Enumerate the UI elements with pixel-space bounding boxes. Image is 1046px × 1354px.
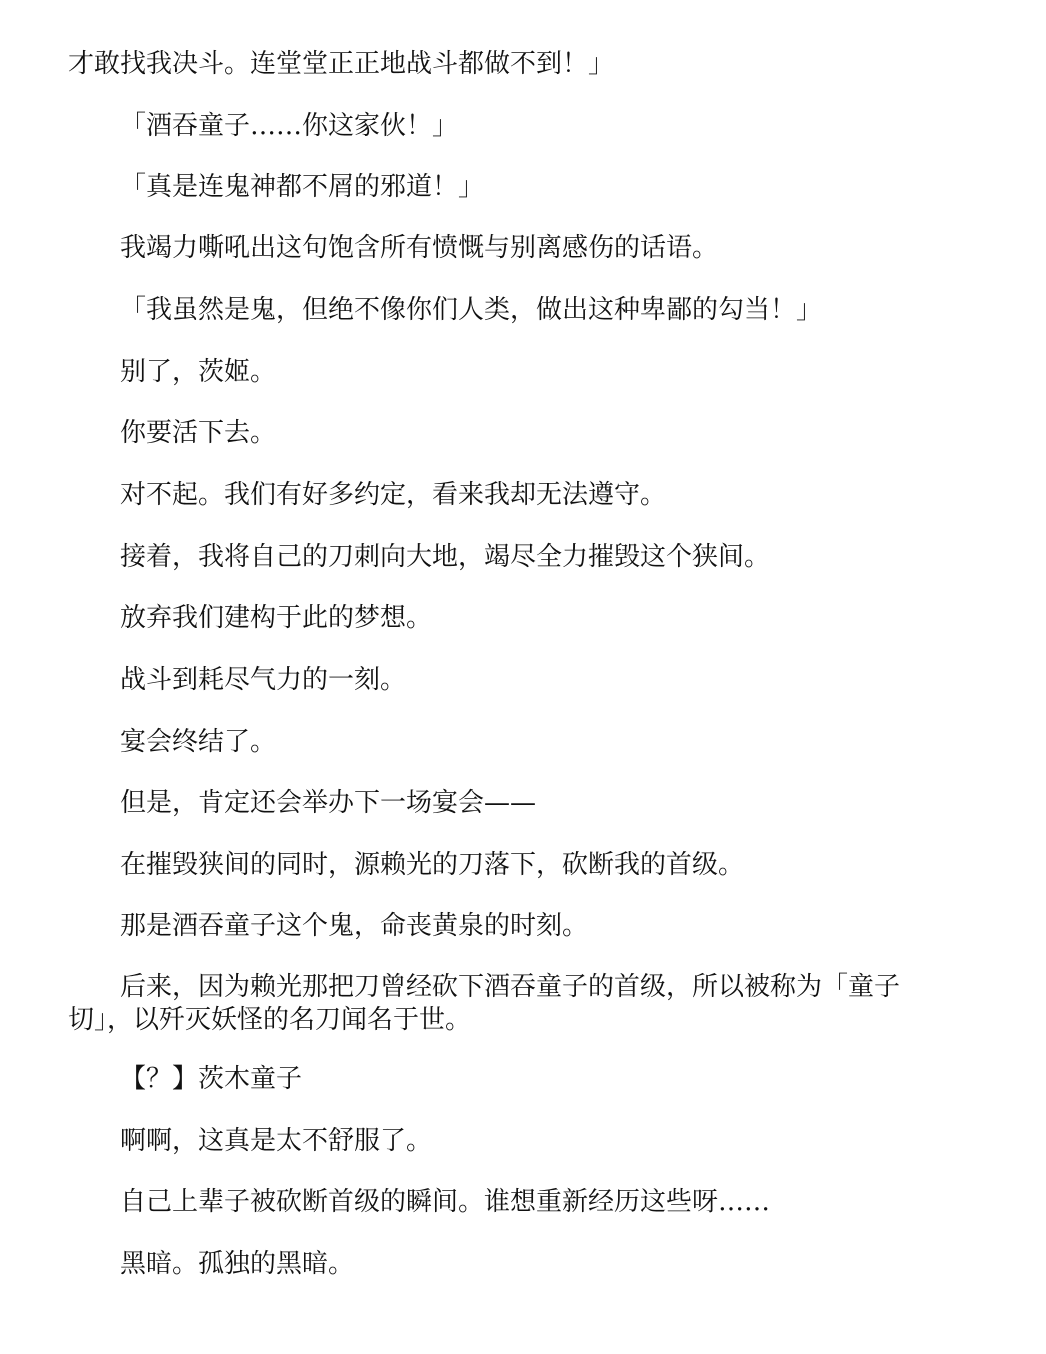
paragraph-3: 「真是连鬼神都不屑的邪道！」 bbox=[120, 172, 485, 202]
paragraph-13: 但是，肯定还会举办下一场宴会—— bbox=[120, 788, 537, 818]
paragraph-16: 后来，因为赖光那把刀曾经砍下酒吞童子的首级，所以被称为「童子切」，以歼灭妖怪的名刀闻名于世。 bbox=[68, 972, 901, 1035]
paragraph-18: 啊啊，这真是太不舒服了。 bbox=[120, 1126, 433, 1156]
paragraph-15: 那是酒吞童子这个鬼，命丧黄泉的时刻。 bbox=[120, 911, 589, 941]
paragraph-8: 对不起。我们有好多约定，看来我却无法遵守。 bbox=[120, 480, 667, 510]
paragraph-9: 接着，我将自己的刀刺向大地，竭尽全力摧毁这个狭间。 bbox=[120, 542, 771, 572]
paragraph-6: 别了，茨姬。 bbox=[120, 357, 277, 387]
paragraph-10: 放弃我们建构于此的梦想。 bbox=[120, 603, 433, 633]
paragraph-19: 自己上辈子被砍断首级的瞬间。谁想重新经历这些呀…… bbox=[120, 1187, 771, 1217]
paragraph-20: 黑暗。孤独的黑暗。 bbox=[120, 1249, 355, 1279]
paragraph-14: 在摧毁狭间的同时，源赖光的刀落下，砍断我的首级。 bbox=[120, 850, 745, 880]
paragraph-4: 我竭力嘶吼出这句饱含所有愤慨与别离感伤的话语。 bbox=[120, 233, 719, 263]
paragraph-1: 才敢找我决斗。连堂堂正正地战斗都做不到！」 bbox=[68, 49, 615, 79]
paragraph-5: 「我虽然是鬼，但绝不像你们人类，做出这种卑鄙的勾当！」 bbox=[120, 295, 823, 325]
paragraph-17: 【？】茨木童子 bbox=[120, 1064, 303, 1094]
paragraph-2: 「酒吞童子……你这家伙！」 bbox=[120, 111, 459, 141]
paragraph-7: 你要活下去。 bbox=[120, 418, 277, 448]
paragraph-12: 宴会终结了。 bbox=[120, 727, 277, 757]
paragraph-11: 战斗到耗尽气力的一刻。 bbox=[120, 665, 407, 695]
